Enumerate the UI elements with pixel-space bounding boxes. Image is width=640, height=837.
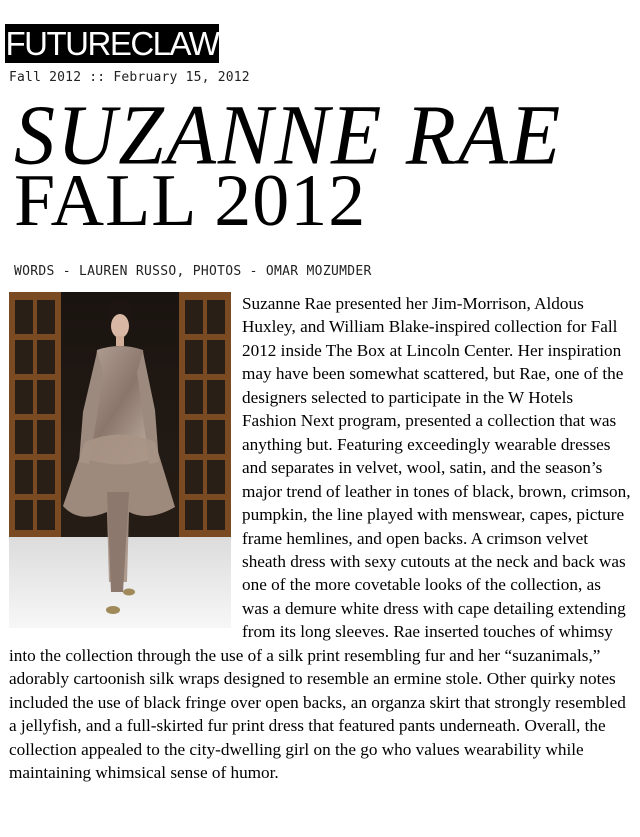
photo-spacer <box>9 292 242 628</box>
title-line-designer: SUZANNE RAE <box>14 86 563 183</box>
title-line-season: FALL 2012 <box>14 159 367 242</box>
dateline: Fall 2012 :: February 15, 2012 <box>9 70 250 85</box>
site-logo[interactable]: FUTURECLAW <box>5 25 219 62</box>
article-body <box>9 292 631 785</box>
page-title <box>14 86 563 242</box>
article-credits: WORDS - LAUREN RUSSO, PHOTOS - OMAR MOZUMDER <box>14 264 372 279</box>
article-text: Suzanne Rae presented her Jim-Morrison, Aldous Huxley, and William Blake-inspired collection for Fall 2012 inside The Box at Lincoln Center. Her inspiration may have been somewhat scattered, but Rae, one of the designers selected to participate in the W Hotels Fashion Next program, presented a collection that was anything but. Featuring exceedingly wearable dresses and separates in velvet, wool, satin, and the season’s major trend of leather in tones of black, brown, crimson, pumpkin, the line played with menswear, capes, picture frame hemlines, and open backs. A crimson velvet sheath dress with sexy cutouts at the neck and back was one of the more covetable looks of the collection, as was a demure white dress with cape detailing extending from its long sleeves. Rae inserted touches of whimsy into the collection through the use of a silk print resembling fur and her “suzanimals,” adorably cartoonish silk wraps designed to resemble an ermine stole. Other quirky notes included the use of black fringe over open backs, an organza skirt that strongly resembled a jellyfish, and a full-skirted fur print dress that featured pants underneath. Overall, the collection appealed to the city-dwelling girl on the go who values wearability while maintaining whimsical sense of humor. <box>9 294 631 783</box>
